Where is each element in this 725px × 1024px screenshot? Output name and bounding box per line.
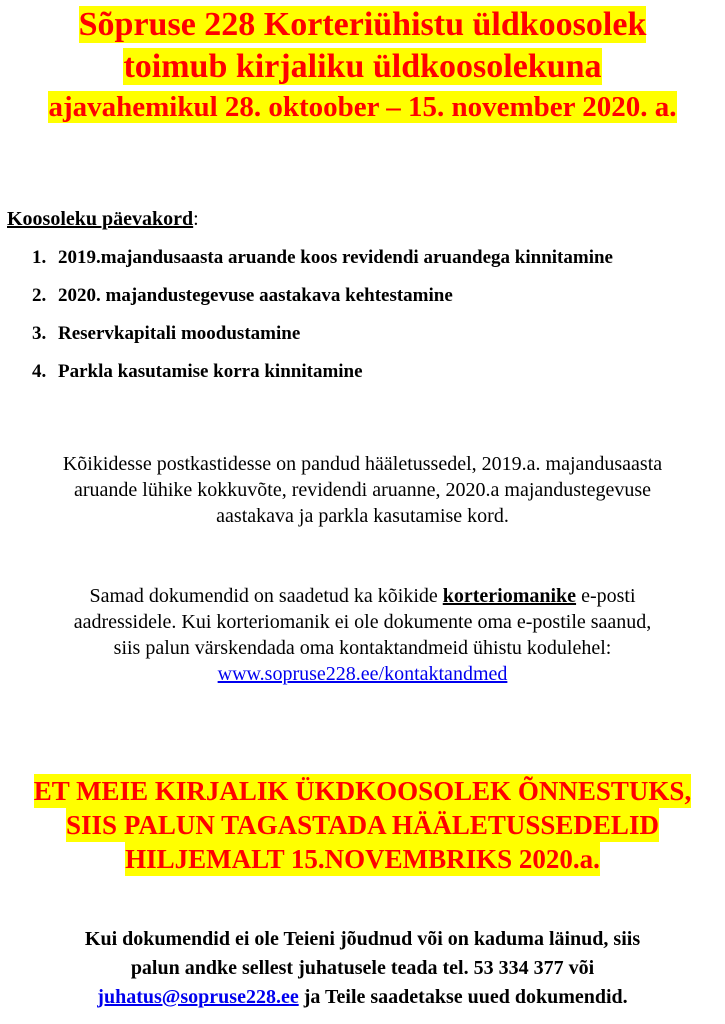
title-line-1 [0,4,725,46]
warning-line-1 [0,774,725,808]
agenda-item [32,321,613,359]
agenda-item-text: Reservkapitali moodustamine [58,323,301,344]
email-paragraph-line-1-start: Samad dokumendid on saadetud ka kõikide [89,585,443,607]
contact-data-link-line [0,661,725,687]
agenda-heading [7,206,199,232]
mailbox-paragraph-line-2: aruande lühike kokkuvõte, revidendi aruanne, 2020.a majandustegevuse [73,479,652,501]
contact-data-link[interactable]: www.sopruse228.ee/kontaktandmed [217,663,508,685]
footer-line-3 [0,983,725,1012]
email-paragraph [0,583,725,687]
agenda-item-number: 3. [32,323,47,344]
footer-line-2: palun andke sellest juhatusele teada tel. 53 334 377 või [130,957,595,979]
title-line-3 [0,88,725,126]
agenda-item [32,245,613,283]
board-email-link[interactable]: juhatus@sopruse228.ee [97,986,299,1008]
mailbox-paragraph [0,451,725,529]
title-line-2-text: toimub kirjaliku üldkoosolekuna [123,48,602,85]
agenda-item-text: 2020. majandustegevuse aastakava kehtestamine [58,285,453,306]
agenda-item-number: 2. [32,285,47,306]
agenda-item-text: Parkla kasutamise korra kinnitamine [58,361,363,382]
title-line-3-text: ajavahemikul 28. oktoober – 15. november 2020. a. [48,91,677,123]
warning-line-3 [0,842,725,876]
email-paragraph-line-1 [0,583,725,609]
agenda-item [32,359,613,397]
agenda-item-number: 4. [32,361,47,382]
agenda-list [32,245,613,397]
agenda-heading-text: Koosoleku päevakord [7,208,194,230]
owners-emphasis: korteriomanike [442,585,577,607]
email-paragraph-line-2: aadressidele. Kui korteriomanik ei ole dokumente oma e-postile saanud, [73,611,652,633]
agenda-item [32,283,613,321]
mailbox-paragraph-line-1: Kõikidesse postkastidesse on pandud hääletussedel, 2019.a. majandusaasta [62,453,663,475]
title-line-2 [0,46,725,88]
agenda-heading-colon: : [193,208,199,230]
warning-line-1-text: ET MEIE KIRJALIK ÜKDKOOSOLEK ÕNNESTUKS, [33,776,692,806]
title-line-1-text: Sõpruse 228 Korteriühistu üldkoosolek [78,6,647,43]
agenda-item-text: 2019.majandusaasta aruande koos revidendi aruandega kinnitamine [58,247,613,268]
mailbox-paragraph-line-3: aastakava ja parkla kasutamise kord. [216,505,509,527]
footer-line-3-end: ja Teile saadetakse uued dokumendid. [298,986,628,1008]
email-paragraph-line-3: siis palun värskendada oma kontaktandmeid ühistu kodulehel: [113,637,612,659]
warning-line-2 [0,808,725,842]
footer-line-1: Kui dokumendid ei ole Teieni jõudnud või on kaduma läinud, siis [84,928,641,950]
warning-line-2-text: SIIS PALUN TAGASTADA HÄÄLETUSSEDELID [66,810,659,840]
return-ballot-warning [0,774,725,876]
email-paragraph-line-1-end: e-posti [576,585,636,607]
announcement-title [0,4,725,126]
agenda-item-number: 1. [32,247,47,268]
warning-line-3-text: HILJEMALT 15.NOVEMBRIKS 2020.a. [125,844,600,874]
footer-notice [0,925,725,1012]
